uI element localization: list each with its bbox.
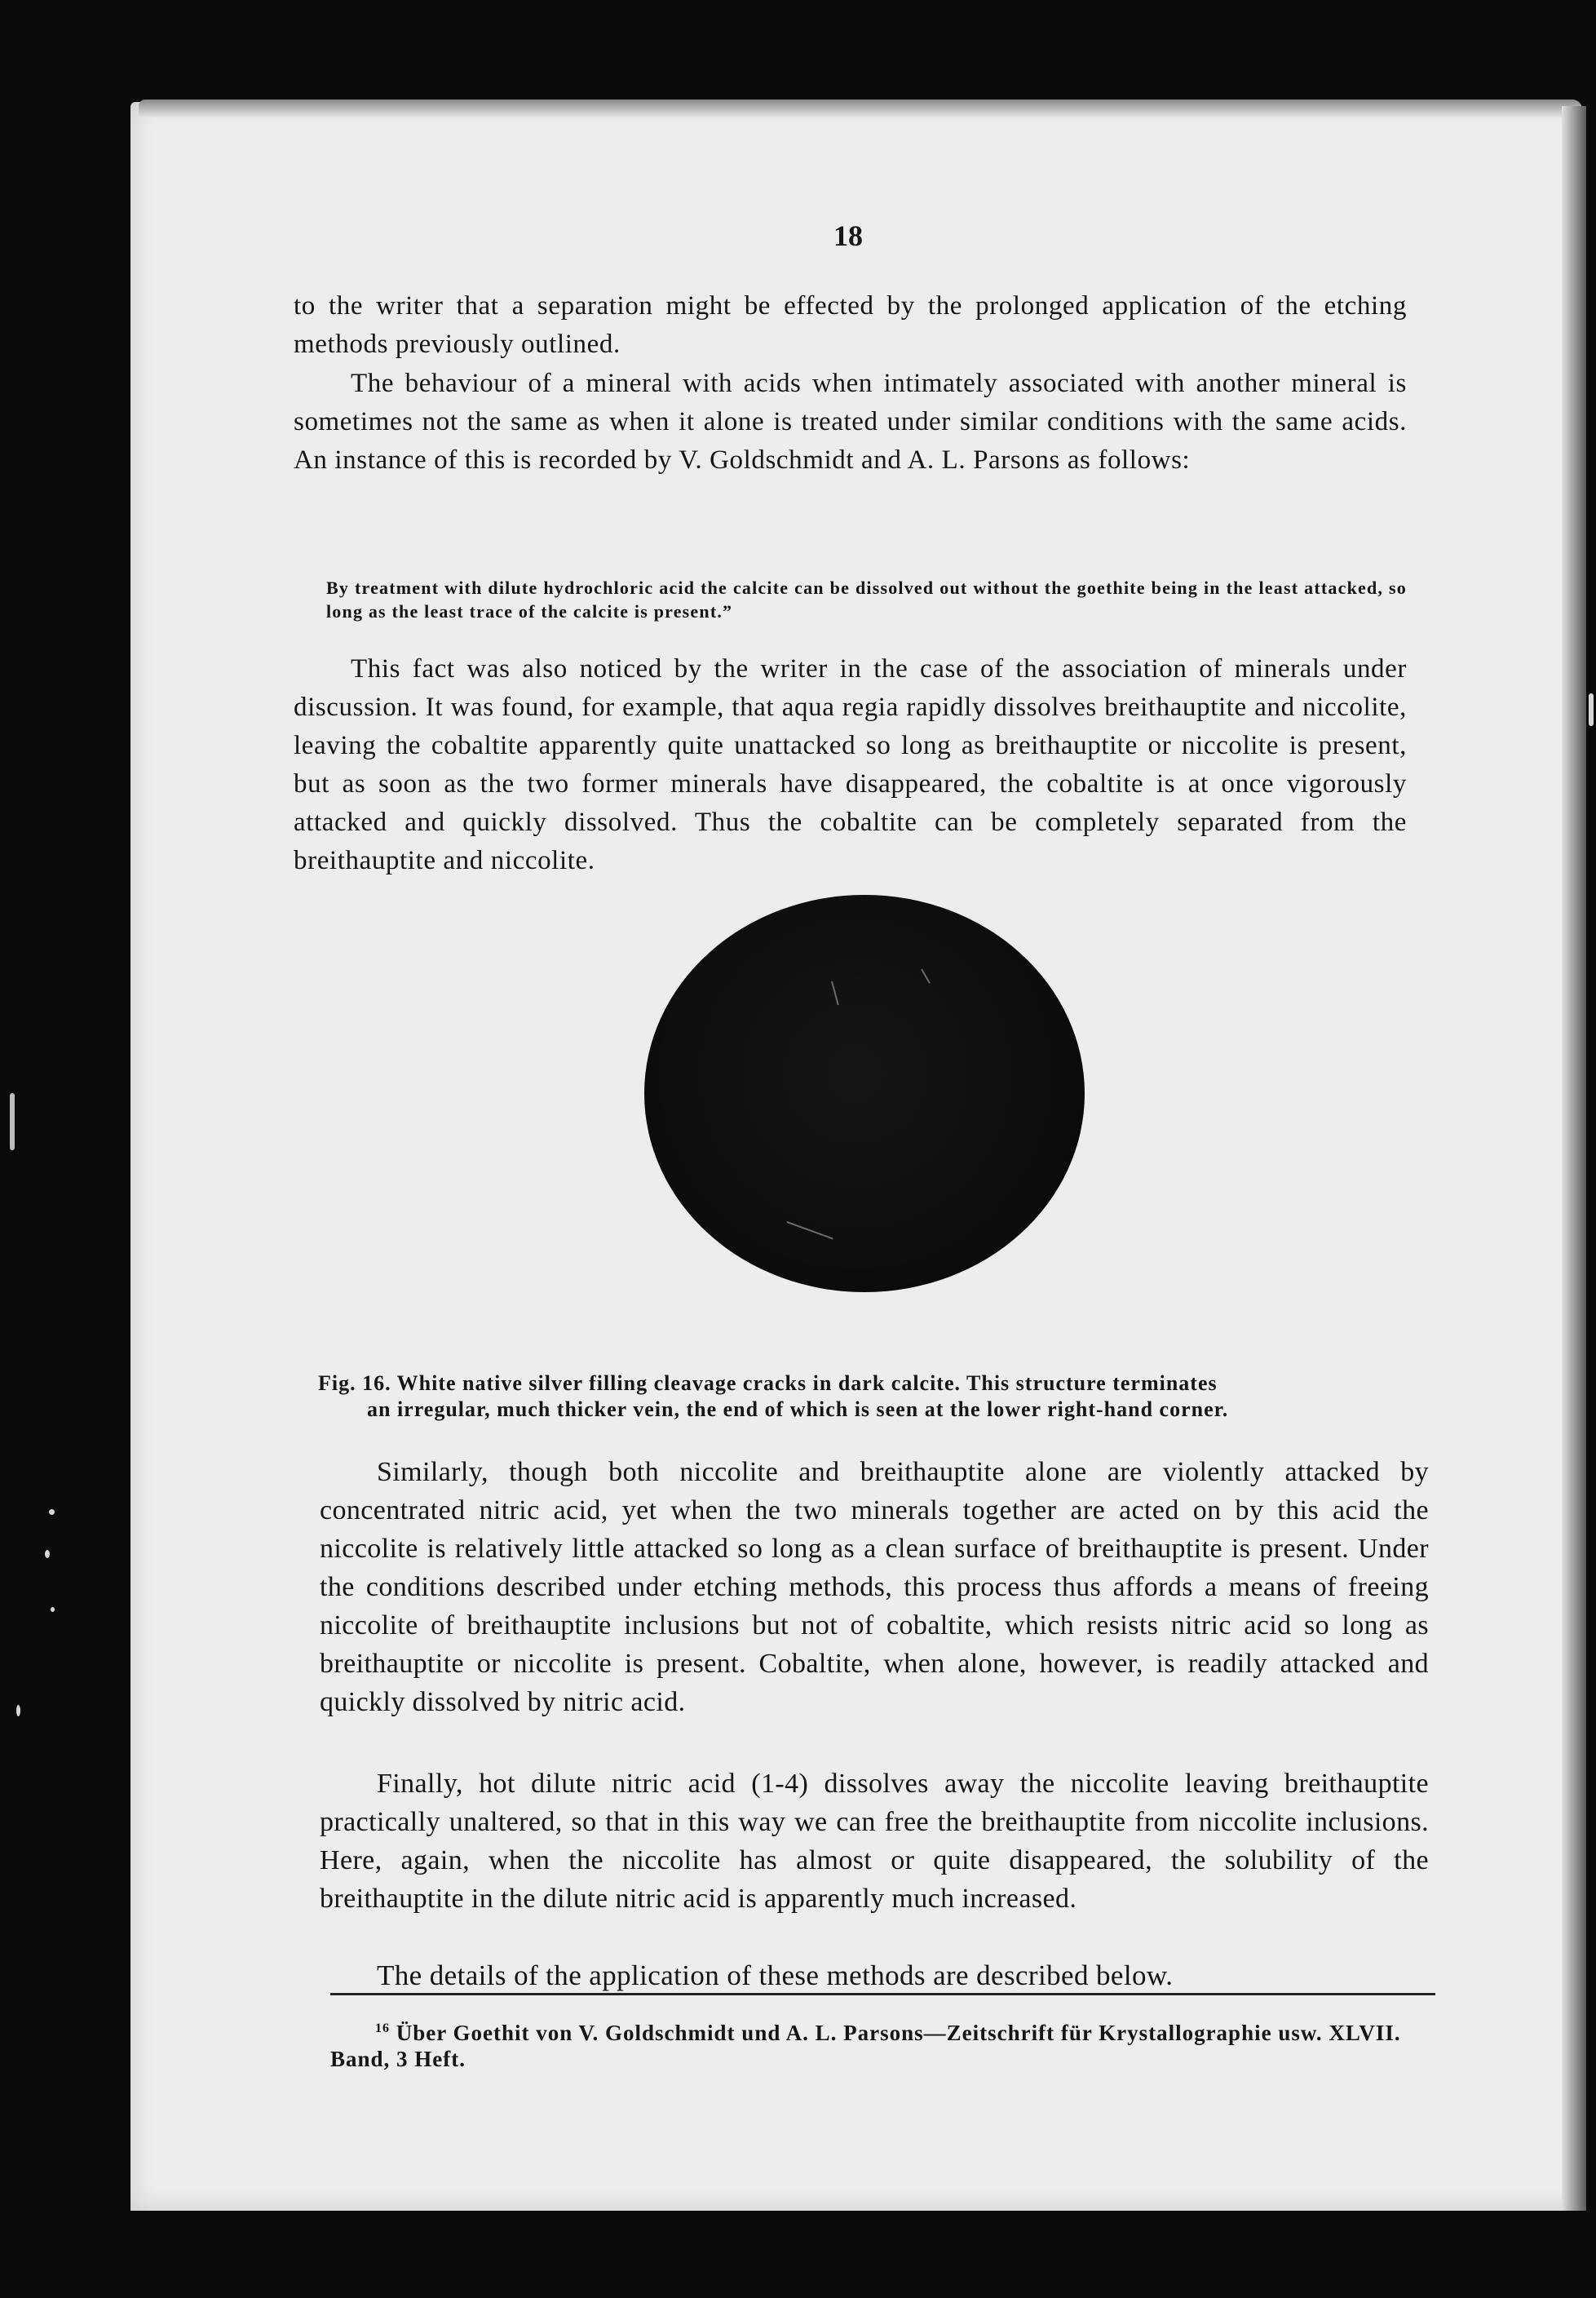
footnote [330, 2016, 1435, 2072]
page-right-edge [1562, 106, 1586, 2211]
figure-caption [318, 1370, 1403, 1423]
paragraph-finally: Finally, hot dilute nitric acid (1-4) dissolves away the niccolite leaving breithauptite practically unaltered, so that in this way we can free the breithauptite from niccolite inclusions. Here, again, when the niccolite has almost or quite disappeared, the solubility of the breithauptite in the dilute nitric acid is apparently much increased. [320, 1769, 1429, 1914]
caption-line-2: an irregular, much thicker vein, the end of which is seen at the lower right-hand corner. [367, 1397, 1229, 1421]
margin-speck [45, 1550, 50, 1558]
margin-speck [10, 1093, 15, 1150]
paragraph-similarly: Similarly, though both niccolite and breithauptite alone are violently attacked by concentrated nitric acid, yet when the two minerals together are acted on by this acid the niccolite is relatively little attacked so long as a clean surface of breithauptite is present. Under the conditions described under etching methods, this process thus affords a means of freeing niccolite of breithauptite inclusions but not of cobaltite, which resists nitric acid so long as breithauptite or niccolite is present. Cobaltite, when alone, however, is readily attacked and quickly dissolved by nitric acid. [320, 1457, 1429, 1717]
margin-speck [49, 1509, 55, 1515]
silver-vein [831, 981, 839, 1005]
paragraph-fact-noticed: This fact was also noticed by the writer in the case of the association of minerals under discussion. It was found, for example, that aqua regia rapidly dissolves breithauptite and niccolite, leaving the cobaltite apparently quite unattacked so long as breithauptite or niccolite is present, but as soon as the two former minerals have disappeared, the cobaltite is at once vigorously attacked and quickly dissolved. Thus the cobaltite can be completely separated from the breithauptite and niccolite. [294, 654, 1407, 875]
silver-vein [787, 1221, 833, 1239]
page-top-edge [139, 100, 1582, 117]
silver-vein [921, 969, 931, 984]
quote-text: By treatment with dilute hydrochloric acid the calcite can be dissolved out without the goethite being in the least attacked, so long as the least trace of the calcite is present.” [326, 578, 1407, 622]
block-quote [326, 576, 1407, 623]
footnote-rule [330, 1993, 1435, 1995]
footnote-text: Über Goethit von V. Goldschmidt und A. L. Parsons—Zeitschrift für Krystallographie usw. XLVII. Band, 3 Heft. [330, 2021, 1401, 2071]
margin-speck [16, 1705, 20, 1716]
caption-line-1: White native silver filling cleavage cracks in dark calcite. This structure terminates [396, 1371, 1218, 1395]
figure-label: Fig. 16. [318, 1371, 391, 1395]
paragraph-details: The details of the application of these methods are described below. [377, 1959, 1174, 1991]
margin-speck [51, 1607, 55, 1612]
page-number: 18 [833, 219, 863, 252]
footnote-marker: 16 [375, 2021, 390, 2035]
paragraph-continuation: to the writer that a separation might be effected by the prolonged application of the etching methods previously outlined. [294, 291, 1407, 359]
figure-photomicrograph [644, 895, 1085, 1292]
paragraph-behaviour: The behaviour of a mineral with acids when intimately associated with another mineral is sometimes not the same as when it alone is treated under similar conditions with the same acids. An instance of this is recorded by V. Goldschmidt and A. L. Parsons as follows: [294, 369, 1407, 475]
margin-speck [1589, 693, 1594, 726]
